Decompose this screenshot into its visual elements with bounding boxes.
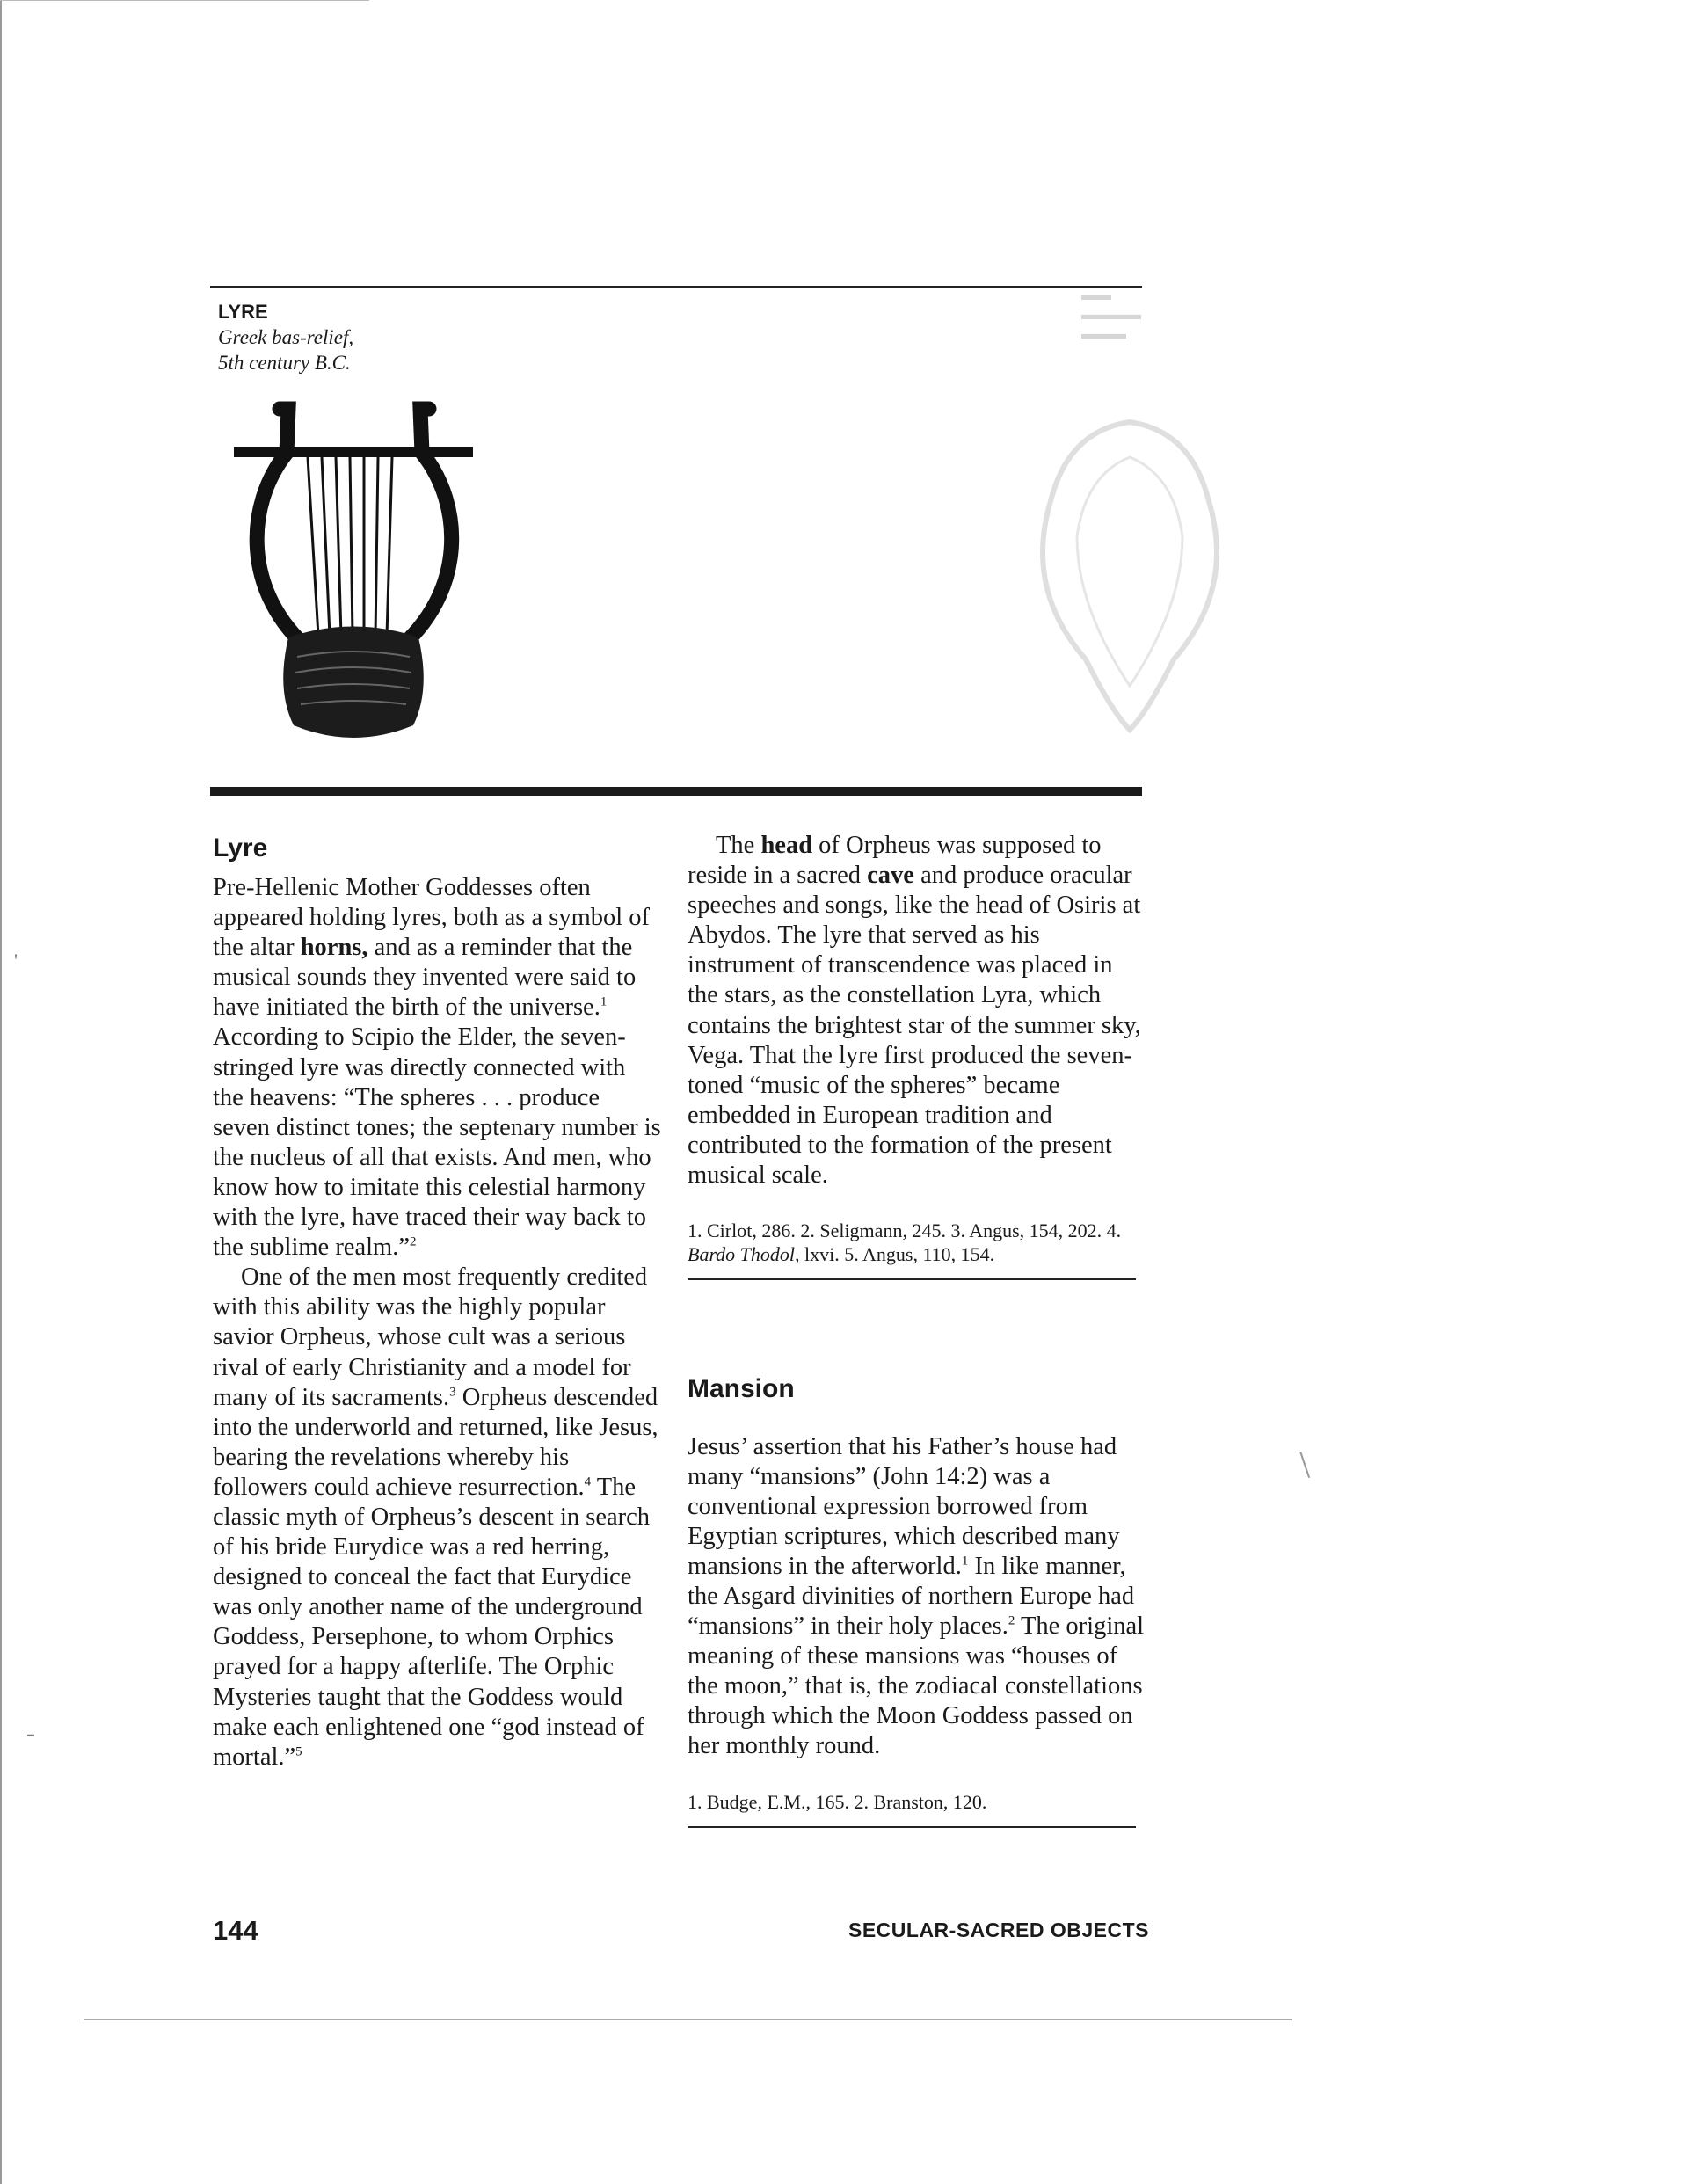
lyre-paragraph-1 xyxy=(213,873,661,1263)
scan-speck: - xyxy=(26,1719,35,1748)
mansion-endnotes: 1. Budge, E.M., 165. 2. Branston, 120. xyxy=(688,1790,1136,1828)
footnote-ref: 1 xyxy=(961,1554,969,1569)
lyre-endnotes xyxy=(688,1219,1136,1280)
section-rule xyxy=(210,787,1142,796)
caption-line: Greek bas-relief, xyxy=(218,326,354,348)
footnote-ref: 2 xyxy=(409,1234,417,1249)
lyre-entry-right-column xyxy=(688,831,1145,1280)
figure-caption xyxy=(218,299,353,375)
show-through-text: ▬▬ ▬▬▬▬ ▬▬▬ xyxy=(1081,287,1141,342)
lyre-entry-left-column xyxy=(213,831,661,1773)
lyre-paragraph-3 xyxy=(688,831,1145,1190)
text-run: lxvi. 5. Angus, 110, 154. xyxy=(799,1243,995,1266)
caption-title: LYRE xyxy=(218,301,268,323)
footnote-ref: 4 xyxy=(584,1474,592,1489)
text-run: Bardo Thodol, xyxy=(688,1243,800,1266)
running-footer: SECULAR-SACRED OBJECTS xyxy=(848,1918,1149,1941)
mansion-entry xyxy=(688,1372,1145,1828)
show-through-image xyxy=(971,396,1288,747)
mansion-paragraph-1 xyxy=(688,1432,1145,1762)
cross-ref-head: head xyxy=(760,832,813,859)
scan-edge-top xyxy=(0,0,369,1)
text-run: In like manner, the Asgard divinities of northern Europe had “mansions” in their holy places. xyxy=(688,1552,1135,1641)
text-run: and as a reminder that the musical sounds they invented were said to have initiated the birth of the universe. xyxy=(213,934,637,1022)
footnote-ref: 5 xyxy=(295,1744,302,1759)
text-run: Pre-Hellenic Mother Goddesses often appeared holding lyres, both as a symbol of the altar xyxy=(213,874,651,962)
text-run: One of the men most frequently credited with this ability was the highly popular savior Orpheus, whose cult was a serious rival of early Christianity and a model for many of its sacraments. xyxy=(213,1263,648,1411)
scan-edge-left xyxy=(0,0,2,2184)
cross-ref-cave: cave xyxy=(867,862,914,890)
text-run: of Orpheus was supposed to reside in a sacred xyxy=(688,832,1102,890)
entry-heading-mansion: Mansion xyxy=(688,1374,795,1403)
text-run: Jesus’ assertion that his Father’s house had many “mansions” (John 14:2) was a conventional expression borrowed from Egyptian scriptures, which described many mansions in the afterworld. xyxy=(688,1432,1120,1580)
scan-edge-bottom xyxy=(84,2019,1292,2020)
cross-ref-horns: horns, xyxy=(300,934,368,962)
entry-heading-lyre: Lyre xyxy=(213,834,268,863)
footnote-ref: 2 xyxy=(1008,1613,1015,1628)
lyre-paragraph-2 xyxy=(213,1263,661,1773)
top-rule xyxy=(210,286,1142,288)
text-run: Orpheus descended into the underworld and returned, like Jesus, bearing the revelations whereby his followers could achieve resurrection. xyxy=(213,1383,658,1501)
lyre-illustration xyxy=(227,400,480,769)
page-number: 144 xyxy=(213,1915,258,1946)
footnote-ref: 1 xyxy=(600,994,608,1009)
text-run: The original meaning of these mansions was “houses of the moon,” that is, the zodiacal constellations through which the Moon Goddess passed on her monthly round. xyxy=(688,1613,1145,1760)
text-run: and produce oracular speeches and songs, like the head of Osiris at Abydos. The lyre that served as his instrument of transcendence was placed in the stars, as the constellation Lyra, which contains the brightest star of the summer sky, Vega. That the lyre first produced the seven-toned “music of the spheres” became embedded in European tradition and contributed to the formation of the present musical scale. xyxy=(688,862,1141,1190)
scan-speck: \ xyxy=(1299,1443,1311,1486)
scan-speck: ' xyxy=(14,950,18,972)
text-run: The xyxy=(716,832,761,859)
text-run: The classic myth of Orpheus’s descent in search of his bride Eurydice was a red herring, designed to conceal the fact that Eurydice was only another name of the underground Goddess, Persephone, to whom Orphics prayed for a happy afterlife. The Orphic Mysteries taught that the Goddess would make each enlightened one “god instead of mortal.” xyxy=(213,1473,651,1771)
text-run: According to Scipio the Elder, the seven-stringed lyre was directly connected with the heavens: “The spheres . . . produce seven distinct tones; the septenary number is the nucleus of all that exists. And men, who know how to imitate this celestial harmony with the lyre, have traced their way back to the sublime realm.” xyxy=(213,1023,661,1262)
footnote-ref: 3 xyxy=(449,1385,456,1400)
caption-line: 5th century B.C. xyxy=(218,352,351,374)
text-run: 1. Cirlot, 286. 2. Seligmann, 245. 3. Angus, 154, 202. 4. xyxy=(688,1219,1122,1242)
